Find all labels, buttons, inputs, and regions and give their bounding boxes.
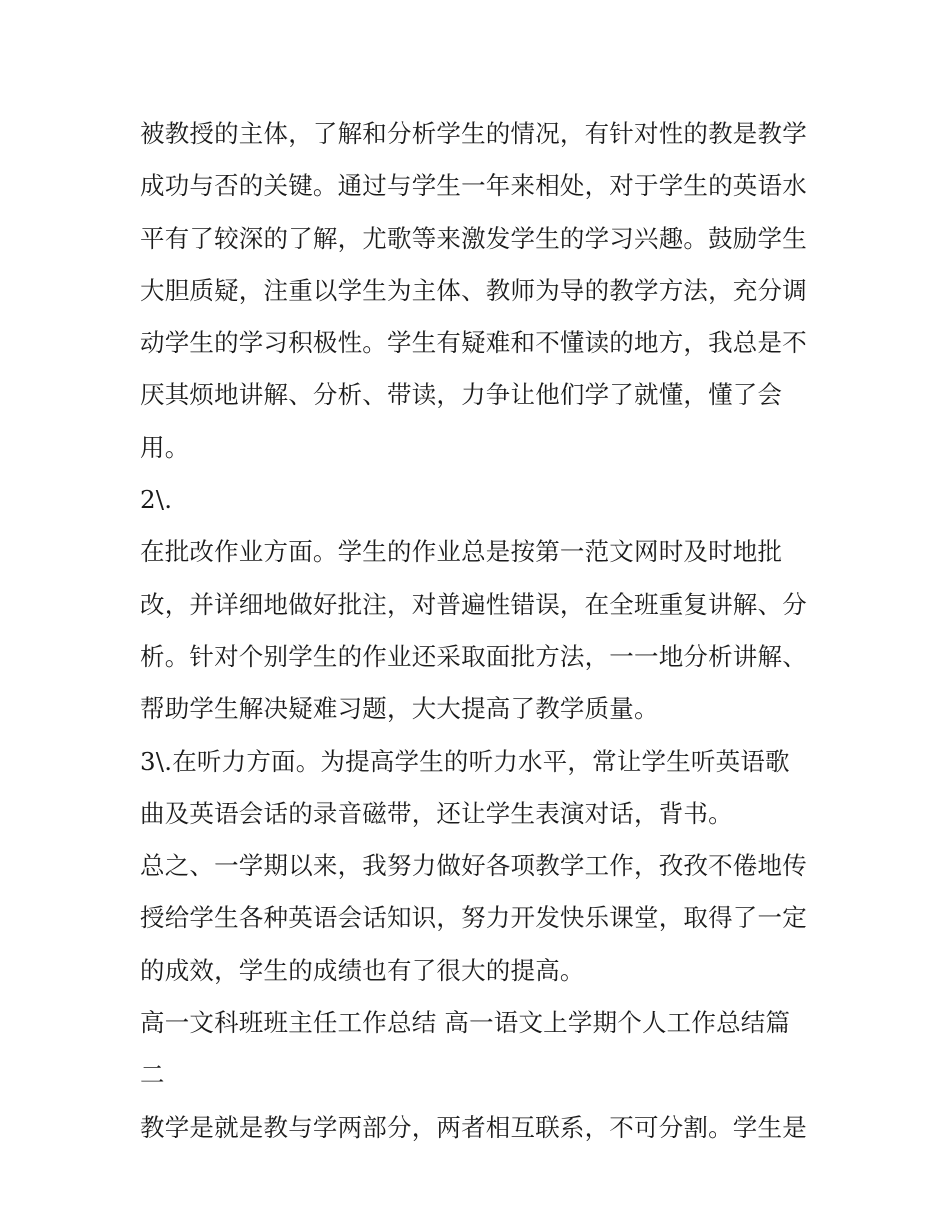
section-heading: 二 (140, 1060, 165, 1090)
text-line: 大胆质疑，注重以学生为主体、教师为导的教学方法，充分调 (140, 275, 807, 305)
text-line: 3\.在听力方面。为提高学生的听力水平，常让学生听英语歌 (140, 746, 790, 776)
text-line: 帮助学生解决疑难习题，大大提高了教学质量。 (140, 694, 659, 724)
text-line: 教学是就是教与学两部分，两者相互联系，不可分割。学生是 (140, 1112, 807, 1142)
text-line: 厌其烦地讲解、分析、带读，力争让他们学了就懂，懂了会 (140, 380, 783, 410)
text-line: 的成效，学生的成绩也有了很大的提高。 (140, 955, 585, 985)
text-line: 曲及英语会话的录音磁带，还让学生表演对话，背书。 (140, 798, 733, 828)
text-line: 被教授的主体，了解和分析学生的情况，有针对性的教是教学 (140, 119, 807, 148)
document-body (140, 108, 820, 1154)
text-line: 授给学生各种英语会话知识，努力开发快乐课堂，取得了一定 (140, 903, 807, 933)
text-line: 在批改作业方面。学生的作业总是按第一范文网时及时地批 (140, 537, 783, 567)
text-line: 动学生的学习积极性。学生有疑难和不懂读的地方，我总是不 (140, 328, 807, 358)
text-line: 成功与否的关键。通过与学生一年来相处，对于学生的英语水 (140, 171, 807, 201)
section-number: 2\. (140, 485, 173, 515)
text-line: 平有了较深的了解，尤歌等来激发学生的学习兴趣。鼓励学生 (140, 223, 807, 253)
text-line: 析。针对个别学生的作业还采取面批方法，一一地分析讲解、 (140, 641, 807, 671)
section-heading: 高一文科班班主任工作总结 高一语文上学期个人工作总结篇 (140, 1008, 791, 1038)
text-line: 改，并详细地做好批注，对普遍性错误，在全班重复讲解、分 (140, 589, 807, 619)
text-line: 总之、一学期以来，我努力做好各项教学工作，孜孜不倦地传 (140, 851, 807, 881)
text-line: 用。 (140, 432, 190, 462)
